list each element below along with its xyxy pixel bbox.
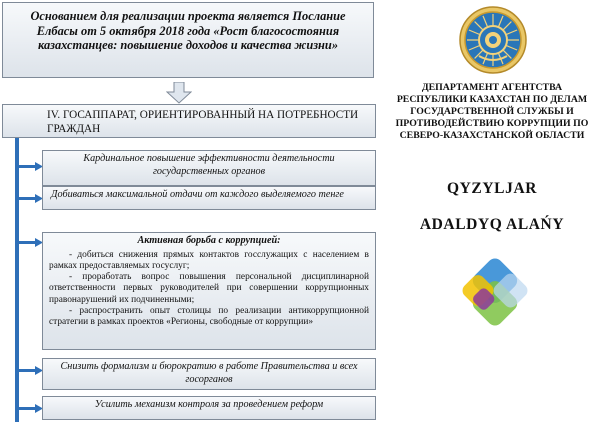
connector-spine bbox=[15, 138, 19, 422]
brand-line-1: QYZYLJAR bbox=[446, 180, 538, 197]
connector-arrow bbox=[17, 404, 43, 413]
adaldyq-alany-logo-icon bbox=[448, 254, 542, 332]
connector-arrow bbox=[17, 194, 43, 203]
project-basis-box bbox=[2, 2, 374, 78]
anticorruption-line: - добиться снижения прямых контактов госслужащих с населением в рамках предоставляемых госуслуг; bbox=[49, 249, 369, 271]
item-box bbox=[42, 186, 376, 210]
connector-arrow bbox=[17, 238, 43, 247]
section-title-box bbox=[2, 104, 376, 138]
item-box bbox=[42, 396, 376, 420]
item-text: Кардинальное повышение эффективности деятельности государственных органов bbox=[83, 153, 335, 177]
connector-arrow bbox=[17, 162, 43, 171]
state-emblem-icon bbox=[459, 6, 527, 74]
project-basis-text: Основанием для реализации проекта является Послание Елбасы от 5 октября 2018 года «Рост благосостояния казахстанцев: повышение доходов и качества жизни» bbox=[30, 9, 346, 52]
anticorruption-line: - проработать вопрос повышения персональной дисциплинарной ответственности первых руководителей при совершении коррупционных правонарушений их подчиненными; bbox=[49, 272, 369, 305]
anticorruption-title: Активная борьба с коррупцией: bbox=[137, 235, 281, 246]
anticorruption-line: - распространить опыт столицы по реализации антикоррупционной стратегии в рамках проектов «Регионы, свободные от коррупции» bbox=[49, 305, 369, 328]
item-text: Усилить механизм контроля за проведением реформ bbox=[94, 399, 324, 410]
anticorruption-box bbox=[42, 232, 376, 350]
item-box bbox=[42, 358, 376, 390]
section-title: IV. ГОСАППАРАТ, ОРИЕНТИРОВАННЫЙ НА ПОТРЕБНОСТИ ГРАЖДАН bbox=[47, 109, 359, 135]
down-arrow-icon bbox=[166, 82, 192, 104]
connector-arrow bbox=[17, 366, 43, 375]
item-text: Добиваться максимальной отдачи от каждого выделяемого тенге bbox=[51, 189, 344, 200]
item-box bbox=[42, 150, 376, 186]
item-text: Снизить формализм и бюрократию в работе Правительства и всех госорганов bbox=[60, 361, 358, 385]
brand-line-2: ADALDYQ ALAŃY bbox=[419, 216, 565, 233]
department-title: ДЕПАРТАМЕНТ АГЕНТСТВА РЕСПУБЛИКИ КАЗАХСТАН ПО ДЕЛАМ ГОСУДАРСТВЕННОЙ СЛУЖБЫ И ПРОТИВОДЕЙСТВИЮ КОРРУПЦИИ ПО СЕВЕРО-КАЗАХСТАНСКОЙ ОБЛАСТИ bbox=[395, 82, 589, 141]
